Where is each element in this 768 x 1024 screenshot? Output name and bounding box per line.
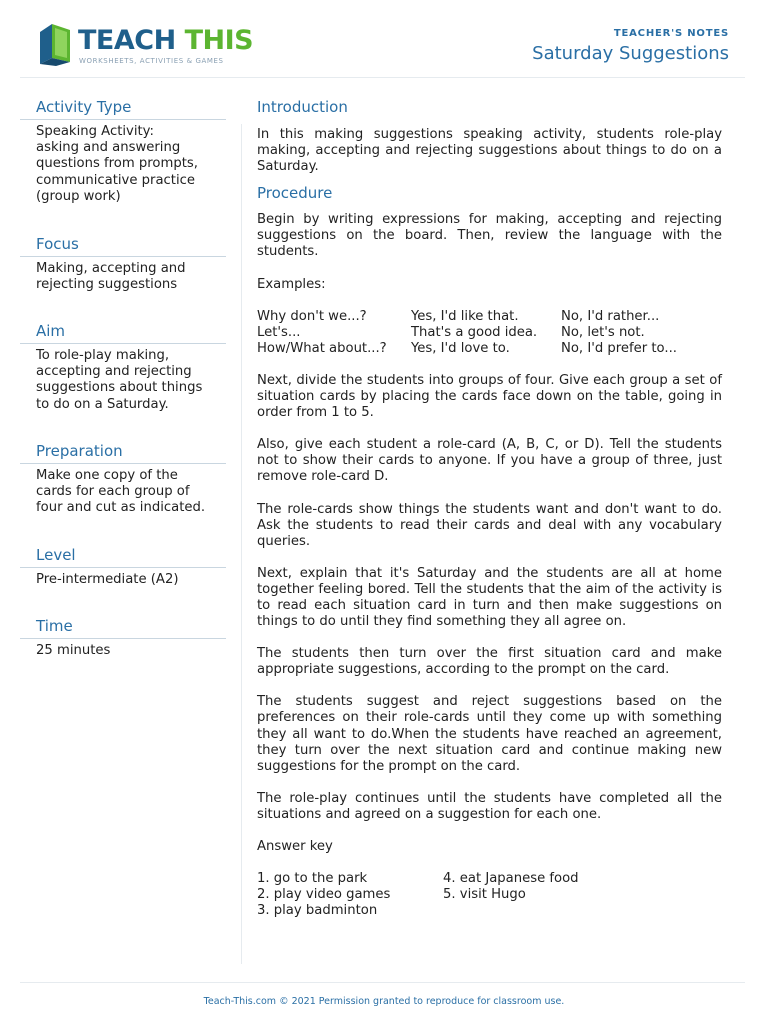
sidebar-section-preparation [20, 440, 226, 544]
footer-copyright: Teach-This.com © 2021 Permission granted to reproduce for classroom use. [203, 996, 565, 1007]
sidebar-section-activity-type [20, 96, 226, 233]
example-suggestion: Let's... [257, 324, 301, 340]
answer-item: 1. go to the park [257, 871, 368, 887]
sidebar-line: To role-play making, [36, 348, 170, 363]
notes-label: TEACHER'S NOTES [613, 28, 729, 39]
procedure-paragraph: Also, give each student a role-card (A, B, C, or D). Tell the students not to show their cards to anyone. If you have a group of three, just remove role-card D. [257, 437, 722, 485]
example-row [257, 341, 722, 357]
sidebar-heading: Level [36, 546, 76, 564]
logo-teach: TEACH [78, 25, 176, 56]
sidebar-section-level [20, 544, 226, 615]
header-divider [20, 77, 745, 78]
answer-key-label: Answer key [257, 839, 333, 854]
example-suggestion: How/What about...? [257, 340, 387, 356]
teach-this-logo[interactable] [36, 22, 254, 70]
example-reject: No, let's not. [561, 324, 645, 340]
answer-item: 4. eat Japanese food [443, 871, 579, 887]
examples-label: Examples: [257, 276, 326, 292]
logo-this: THIS [184, 25, 254, 56]
sidebar-body [20, 120, 226, 205]
example-accept: Yes, I'd like that. [411, 308, 519, 324]
procedure-paragraph: The role-play continues until the students have completed all the situations and agreed on a suggestion for each one. [257, 790, 722, 822]
main-content [257, 96, 722, 919]
sidebar-line: to do on a Saturday. [36, 396, 169, 412]
footer-divider [20, 982, 745, 983]
answer-row [257, 871, 722, 887]
sidebar-line: four and cut as indicated. [36, 500, 206, 516]
procedure-heading: Procedure [257, 184, 333, 203]
sidebar-section-focus [20, 233, 226, 320]
sidebar-line: communicative practice [36, 172, 195, 188]
sidebar-heading: Time [36, 617, 73, 635]
sidebar-heading: Activity Type [36, 98, 132, 116]
procedure-paragraph: Next, explain that it's Saturday and the students are all at home together feeling bored. Tell the students that the aim of the activity is to read each situation card in turn and then make suggestions on things to do until they find something they all agree on. [257, 565, 722, 630]
example-accept: Yes, I'd love to. [411, 340, 510, 356]
header [0, 0, 768, 78]
sidebar-line: Speaking Activity: [36, 124, 154, 139]
example-accept: That's a good idea. [411, 324, 538, 340]
sidebar-body [20, 344, 226, 413]
sidebar-section-time [20, 615, 226, 665]
sidebar-line: rejecting suggestions [36, 277, 178, 293]
sidebar-body [20, 464, 226, 517]
page-title: Saturday Suggestions [532, 43, 729, 64]
answer-item: 2. play video games [257, 887, 391, 903]
logo-wordmark [78, 26, 253, 56]
example-row [257, 309, 722, 325]
sidebar-line: (group work) [36, 188, 121, 204]
sidebar-line: suggestions about things [36, 380, 203, 396]
sidebar-line: Making, accepting and [36, 261, 186, 276]
example-row [257, 325, 722, 341]
answer-item: 3. play badminton [257, 903, 378, 919]
introduction-text: In this making suggestions speaking activity, students role-play making, accepting and rejecting suggestions about things to do on a Saturday. [257, 127, 722, 175]
sidebar-line: cards for each group of [36, 484, 190, 500]
sidebar-section-aim [20, 320, 226, 440]
sidebar-heading: Focus [36, 235, 79, 253]
answer-item: 5. visit Hugo [443, 887, 526, 903]
sidebar-line: 25 minutes [36, 643, 111, 658]
introduction-heading: Introduction [257, 98, 348, 116]
sidebar-body [20, 639, 226, 659]
sidebar-heading: Aim [36, 322, 66, 340]
sidebar-line: questions from prompts, [36, 156, 198, 172]
sidebar [20, 96, 226, 665]
example-suggestion: Why don't we...? [257, 308, 367, 324]
procedure-paragraph: The students suggest and reject suggestions based on the preferences on their role-cards until they come up with something they all want to do.When the students have reached an agreement, they turn over the next situation card and continue making new suggestions for the prompt on the card. [257, 694, 722, 774]
procedure-paragraph: Next, divide the students into groups of four. Give each group a set of situation cards by placing the cards face down on the table, going in order from 1 to 5. [257, 372, 722, 421]
example-reject: No, I'd prefer to... [561, 340, 677, 356]
procedure-paragraph: The role-cards show things the students want and don't want to do. Ask the students to read their cards and deal with any vocabulary queries. [257, 501, 722, 549]
sidebar-body [20, 257, 226, 293]
sidebar-line: accepting and rejecting [36, 364, 192, 380]
sidebar-line: Pre-intermediate (A2) [36, 572, 179, 587]
procedure-paragraph: Begin by writing expressions for making, accepting and rejecting suggestions on the board. Then, review the language with the students. [257, 212, 722, 260]
sidebar-body [20, 568, 226, 588]
answer-row [257, 887, 722, 903]
book-icon [36, 22, 74, 66]
example-reject: No, I'd rather... [561, 308, 660, 324]
logo-tagline: WORKSHEETS, ACTIVITIES & GAMES [79, 57, 224, 65]
sidebar-line: asking and answering [36, 140, 181, 156]
procedure-paragraph: The students then turn over the first situation card and make appropriate suggestions, according to the prompt on the card. [257, 646, 722, 678]
sidebar-line: Make one copy of the [36, 468, 178, 483]
sidebar-heading: Preparation [36, 442, 123, 460]
examples-table [257, 309, 722, 357]
answer-row [257, 903, 722, 919]
answer-key-list [257, 871, 722, 919]
column-divider [241, 124, 242, 964]
